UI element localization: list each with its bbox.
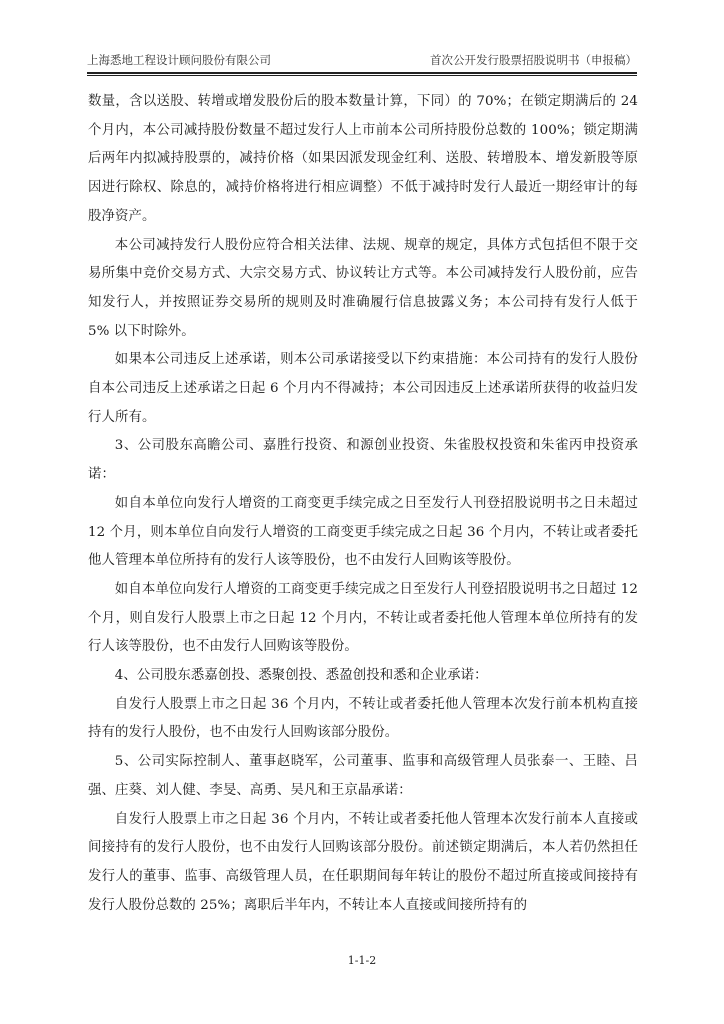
- section-heading-4: 4、公司股东悉嘉创投、悉聚创投、悉盈创投和悉和企业承诺：: [114, 668, 488, 684]
- paragraph-6: 如自本单位向发行人增资的工商变更手续完成之日至发行人刊登招股说明书之日超过 12 个月，则自发行人股票上市之日起 12 个月内，不转让或者委托他人管理本单位所持有的发行人该等股份，也不由发行人回购该等股份。: [88, 581, 638, 655]
- header-rule-thick: [87, 72, 637, 74]
- paragraph-8: 自发行人股票上市之日起 36 个月内，不转让或者委托他人管理本次发行前本机构直接持有的发行人股份，也不由发行人回购该部分股份。: [88, 696, 638, 741]
- section-heading-3: 3、公司股东高瞻公司、嘉胜行投资、和源创业投资、朱雀股权投资和朱雀丙申投资承诺：: [88, 438, 638, 483]
- paragraph-10: 自发行人股票上市之日起 36 个月内，不转让或者委托他人管理本次发行前本人直接或间接持有的发行人股份，也不由发行人回购该部分股份。前述锁定期满后，本人若仍然担任发行人的董事、监事、高级管理人员，在任职期间每年转让的股份不超过所直接或间接持有发行人股份总数的 25%；离职后半年内，不转让本人直接或间接所持有的: [88, 811, 638, 913]
- paragraph-1: 数量，含以送股、转增或增发股份后的股本数量计算，下同）的 70%；在锁定期满后的 24 个月内，本公司减持股份数量不超过发行人上市前本公司所持股份总数的 100%；锁定期满后两年内拟减持股票的，减持价格（如果因派发现金红利、送股、转增股本、增发新股等原因进行除权、除息的，减持价格将进行相应调整）不低于减持时发行人最近一期经审计的每股净资产。: [88, 94, 638, 224]
- section-heading-5: 5、公司实际控制人、董事赵晓军，公司董事、监事和高级管理人员张泰一、王睦、吕强、庄葵、刘人健、李旻、高勇、吴凡和王京晶承诺：: [88, 754, 638, 798]
- paragraph-5: 如自本单位向发行人增资的工商变更手续完成之日至发行人刊登招股说明书之日未超过 12 个月，则本单位自向发行人增资的工商变更手续完成之日起 36 个月内，不转让或者委托他人管理本单位所持有的发行人该等股份，也不由发行人回购该等股份。: [88, 495, 638, 569]
- page-header: [87, 52, 637, 74]
- page-number: 1-1-2: [347, 954, 377, 967]
- document-body: [88, 88, 638, 920]
- header-rule-thin: [87, 75, 637, 76]
- paragraph-2: 本公司减持发行人股份应符合相关法律、法规、规章的规定，具体方式包括但不限于交易所集中竞价交易方式、大宗交易方式、协议转让方式等。本公司减持发行人股份前，应告知发行人，并按照证券交易所的规则及时准确履行信息披露义务；本公司持有发行人低于 5% 以下时除外。: [88, 237, 638, 339]
- document-title: 首次公开发行股票招股说明书（申报稿）: [430, 53, 637, 67]
- company-name: 上海悉地工程设计顾问股份有限公司: [87, 53, 271, 67]
- paragraph-3: 如果本公司违反上述承诺，则本公司承诺接受以下约束措施：本公司持有的发行人股份自本公司违反上述承诺之日起 6 个月内不得减持；本公司因违反上述承诺所获得的收益归发行人所有。: [88, 352, 638, 425]
